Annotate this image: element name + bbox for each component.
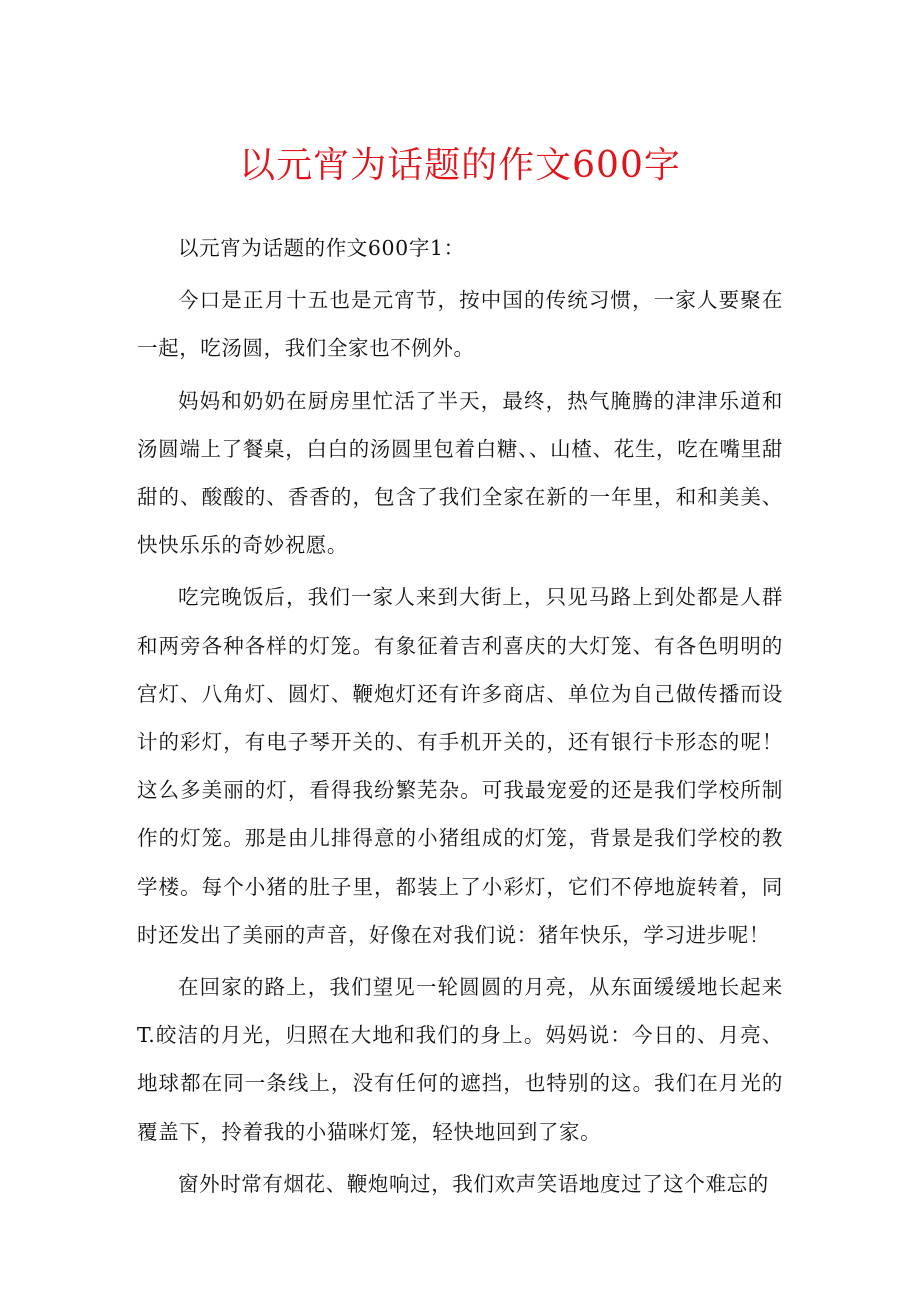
page-title: 以元宵为话题的作文600字 [239, 145, 681, 186]
document-body [137, 224, 783, 1212]
paragraph: 吃完晚饭后，我们一家人来到大街上，只见马路上到处都是人群和两旁各种各样的灯笼。有象征着吉利喜庆的大灯笼、有各色明明的宫灯、八角灯、圆灯、鞭炮灯还有许多商店、单位为自己做传播而设计的彩灯，有电子琴开关的、有手机开关的，还有银行卡形态的呢！这么多美丽的灯，看得我纷繁芜杂。可我最宠爱的还是我们学校所制作的灯笼。那是由儿排得意的小猪组成的灯笼，背景是我们学校的教学楼。每个小猪的肚子里，都装上了小彩灯，它们不停地旋转着，同时还发出了美丽的声音，好像在对我们说：猪年快乐，学习进步呢！ [137, 585, 783, 947]
paragraph: 在回家的路上，我们望见一轮圆圆的月亮，从东面缓缓地长起来T.皎洁的月光，归照在大地和我们的身上。妈妈说：今日的、月亮、地球都在同一条线上，没有任何的遮挡，也特别的这。我们在月光的覆盖下，拎着我的小猫咪灯笼，轻快地回到了家。 [137, 975, 783, 1144]
paragraph: 妈妈和奶奶在厨房里忙活了半天，最终，热气腌腾的津津乐道和汤圆端上了餐桌，白白的汤圆里包着白糖、、山楂、花生，吃在嘴里甜甜的、酸酸的、香香的，包含了我们全家在新的一年里，和和美美、快快乐乐的奇妙祝愿。 [137, 388, 783, 558]
paragraph-subtitle: 以元宵为话题的作文600字1： [178, 236, 465, 260]
paragraph: 窗外时常有烟花、鞭炮响过，我们欢声笑语地度过了这个难忘的 [178, 1171, 769, 1196]
paragraph: 今口是正月十五也是元宵节，按中国的传统习惯，一家人要聚在一起，吃汤圆，我们全家也不例外。 [137, 288, 783, 361]
